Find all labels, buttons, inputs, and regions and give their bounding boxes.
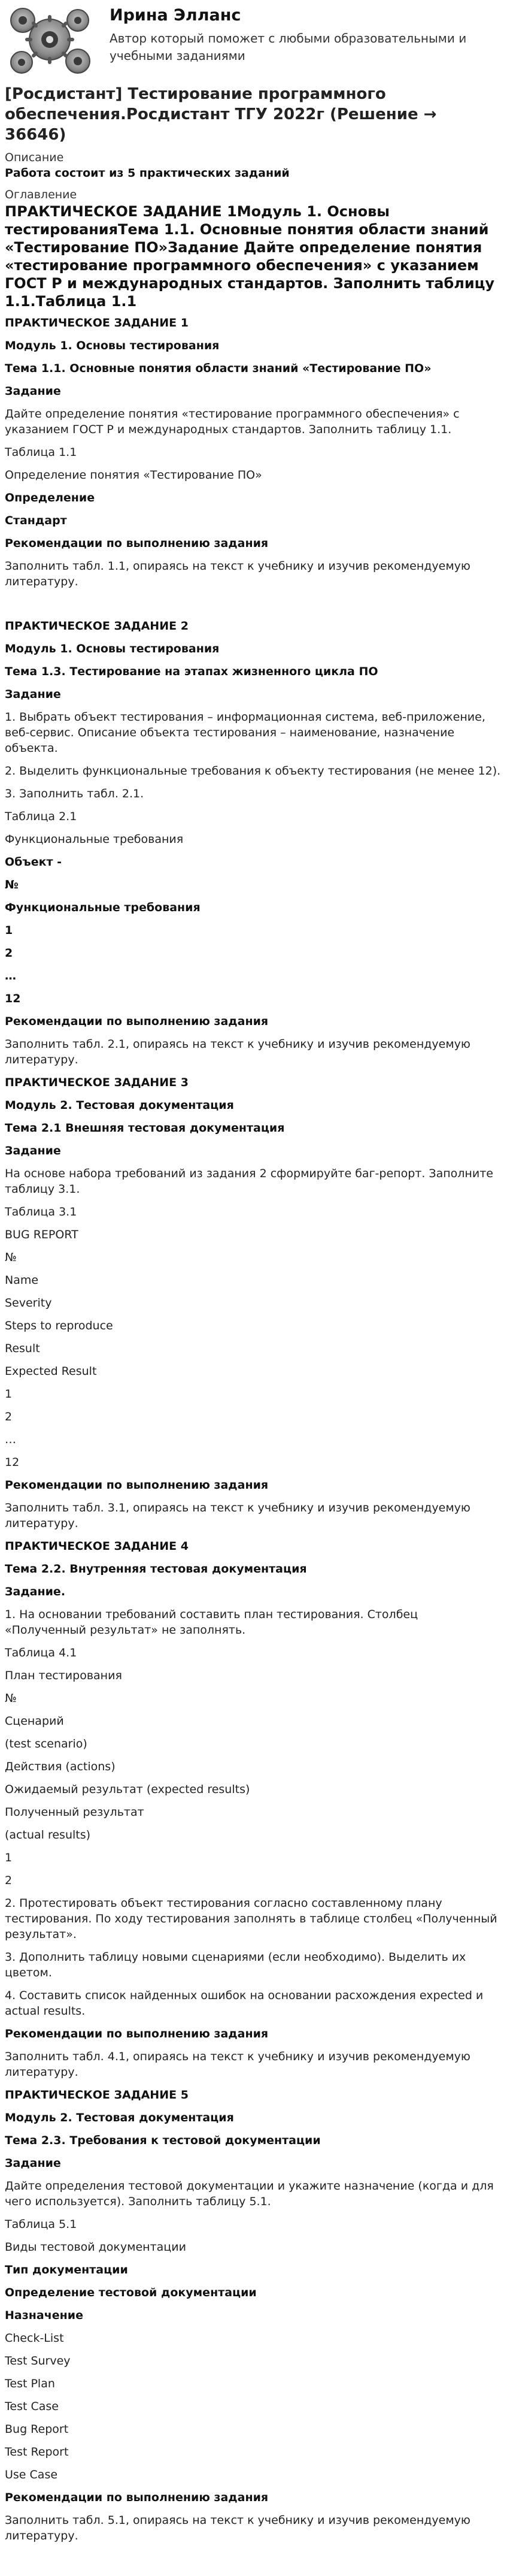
- body-paragraph: 2. Протестировать объект тестирования согласно составленному плану тестирования. По ходу тестирования заполнять в таблице столбец «Полученный результат».: [5, 1897, 497, 1941]
- body-paragraph: Test Report: [5, 2445, 69, 2459]
- body-paragraph: Ожидаемый результат (expected results): [5, 1783, 250, 1796]
- body-paragraph: Use Case: [5, 2468, 58, 2481]
- body-paragraph: Дайте определения тестовой документации и укажите назначение (когда и для чего используется). Заполнить таблицу 5.1.: [5, 2179, 494, 2208]
- author-name[interactable]: Ирина Элланс: [110, 6, 241, 25]
- body-paragraph: Steps to reproduce: [5, 1319, 113, 1332]
- body-heading: Задание: [5, 385, 61, 398]
- body-heading: Определение тестовой документации: [5, 2286, 257, 2299]
- body-heading: Стандарт: [5, 514, 67, 527]
- body-paragraph: 1. На основании требований составить план тестирования. Столбец «Полученный результат» не заполнять.: [5, 1608, 418, 1637]
- body-heading: ПРАКТИЧЕСКОЕ ЗАДАНИЕ 3: [5, 1076, 189, 1089]
- body-paragraph: (actual results): [5, 1828, 91, 1842]
- body-heading: №: [5, 878, 19, 891]
- body-paragraph: 3. Дополнить таблицу новыми сценариями (если необходимо). Выделить их цветом.: [5, 1951, 466, 1979]
- body-heading: Определение: [5, 491, 95, 504]
- body-paragraph: Expected Result: [5, 1365, 97, 1378]
- description-text: Работа состоит из 5 практических заданий: [5, 167, 290, 180]
- toc-label: Оглавление: [5, 188, 77, 201]
- body-heading: Задание: [5, 688, 61, 701]
- body-paragraph: Таблица 3.1: [5, 1205, 77, 1219]
- body-paragraph: 2. Выделить функциональные требования к объекту тестирования (не менее 12).: [5, 764, 501, 778]
- body-heading: Рекомендации по выполнению задания: [5, 1015, 269, 1028]
- body-paragraph: Заполнить табл. 1.1, опираясь на текст к учебнику и изучив рекомендуемую литературу.: [5, 560, 470, 588]
- body-heading: Назначение: [5, 2309, 83, 2322]
- task-body: [5, 315, 502, 2544]
- body-paragraph: 12: [5, 1456, 20, 1469]
- body-paragraph: Сценарий: [5, 1715, 64, 1728]
- body-heading: Тема 1.3. Тестирование на этапах жизненного цикла ПО: [5, 665, 378, 678]
- body-paragraph: 1. Выбрать объект тестирования – информационная система, веб-приложение, веб-сервис. Описание объекта тестирования – наименование, назначение объекта.: [5, 710, 485, 755]
- body-heading: 12: [5, 992, 21, 1005]
- body-heading: Задание.: [5, 1585, 66, 1598]
- body-heading: ПРАКТИЧЕСКОЕ ЗАДАНИЕ 2: [5, 619, 189, 633]
- toc-text: ПРАКТИЧЕСКОЕ ЗАДАНИЕ 1Модуль 1. Основы тестированияТема 1.1. Основные понятия области знаний «Тестирование ПО»Задание Дайте определение понятия «тестирование программного обеспечения» с указанием ГОСТ Р и международных стандартов. Заполнить таблицу 1.1.Таблица 1.1: [5, 203, 495, 310]
- body-heading: ПРАКТИЧЕСКОЕ ЗАДАНИЕ 4: [5, 1540, 189, 1553]
- body-paragraph: Test Case: [5, 2400, 59, 2413]
- body-paragraph: Заполнить табл. 3.1, опираясь на текст к учебнику и изучив рекомендуемую литературу.: [5, 1501, 470, 1530]
- body-paragraph: План тестирования: [5, 1669, 122, 1682]
- body-paragraph: №: [5, 1251, 17, 1264]
- body-paragraph: Функциональные требования: [5, 833, 184, 846]
- body-paragraph: 4. Составить список найденных ошибок на основании расхождения expected и actual results.: [5, 1989, 484, 2018]
- body-heading: Тема 2.2. Внутренняя тестовая документация: [5, 1562, 307, 1576]
- body-heading: 1: [5, 924, 13, 937]
- body-paragraph: Bug Report: [5, 2423, 69, 2436]
- body-paragraph: Таблица 5.1: [5, 2218, 77, 2231]
- body-paragraph: Заполнить табл. 2.1, опираясь на текст к учебнику и изучив рекомендуемую литературу.: [5, 1038, 470, 1066]
- body-paragraph: Определение понятия «Тестирование ПО»: [5, 468, 262, 482]
- body-paragraph: …: [5, 1433, 16, 1446]
- author-header: [5, 2, 502, 80]
- author-description: Автор который поможет с любыми образовательными и учебными заданиями: [110, 31, 467, 63]
- body-paragraph: Таблица 4.1: [5, 1646, 77, 1659]
- gears-avatar-icon[interactable]: [5, 2, 95, 80]
- body-paragraph: Дайте определение понятия «тестирование программного обеспечения» с указанием ГОСТ Р и международных стандартов. Заполнить таблицу 1.1.: [5, 407, 460, 436]
- body-heading: 2: [5, 947, 13, 960]
- body-paragraph: 2: [5, 1874, 13, 1887]
- body-heading: Рекомендации по выполнению задания: [5, 2027, 269, 2040]
- body-paragraph: Виды тестовой документации: [5, 2241, 186, 2254]
- body-paragraph: 1: [5, 1851, 13, 1864]
- body-paragraph: Заполнить табл. 5.1, опираясь на текст к учебнику и изучив рекомендуемую литературу.: [5, 2514, 470, 2542]
- body-heading: Объект -: [5, 855, 62, 869]
- body-paragraph: (test scenario): [5, 1737, 87, 1750]
- body-paragraph: Result: [5, 1342, 40, 1355]
- body-paragraph: Полученный результат: [5, 1806, 144, 1819]
- body-heading: Модуль 1. Основы тестирования: [5, 642, 220, 655]
- body-paragraph: 1: [5, 1387, 13, 1401]
- body-heading: Рекомендации по выполнению задания: [5, 1479, 269, 1492]
- body-heading: ПРАКТИЧЕСКОЕ ЗАДАНИЕ 1: [5, 316, 189, 329]
- body-heading: Тема 2.1 Внешняя тестовая документация: [5, 1121, 285, 1135]
- section-spacer: [5, 597, 502, 618]
- body-paragraph: 2: [5, 1410, 13, 1423]
- body-paragraph: Name: [5, 1274, 39, 1287]
- body-heading: ПРАКТИЧЕСКОЕ ЗАДАНИЕ 5: [5, 2088, 189, 2102]
- body-paragraph: Заполнить табл. 4.1, опираясь на текст к учебнику и изучив рекомендуемую литературу.: [5, 2050, 470, 2079]
- body-heading: Рекомендации по выполнению задания: [5, 2491, 269, 2504]
- body-heading: Модуль 1. Основы тестирования: [5, 339, 220, 352]
- body-paragraph: Test Plan: [5, 2377, 55, 2390]
- body-paragraph: BUG REPORT: [5, 1228, 78, 1241]
- body-heading: Задание: [5, 2157, 61, 2170]
- body-paragraph: Test Survey: [5, 2354, 71, 2368]
- body-heading: Задание: [5, 1144, 61, 1157]
- main-content: [5, 84, 502, 2551]
- body-heading: Функциональные требования: [5, 901, 201, 914]
- body-paragraph: Таблица 2.1: [5, 810, 77, 823]
- body-paragraph: На основе набора требований из задания 2 сформируйте баг-репорт. Заполните таблицу 3.1.: [5, 1167, 493, 1196]
- body-heading: Модуль 2. Тестовая документация: [5, 1099, 234, 1112]
- page-title: [Росдистант] Тестирование программного обеспечения.Росдистант ТГУ 2022г (Решение → 36646): [5, 85, 437, 144]
- body-heading: Тема 1.1. Основные понятия области знаний «Тестирование ПО»: [5, 362, 432, 375]
- body-paragraph: Действия (actions): [5, 1760, 116, 1773]
- body-paragraph: Check-List: [5, 2332, 64, 2345]
- body-heading: Модуль 2. Тестовая документация: [5, 2111, 234, 2124]
- body-paragraph: 3. Заполнить табл. 2.1.: [5, 787, 144, 800]
- body-paragraph: №: [5, 1692, 17, 1705]
- body-heading: Рекомендации по выполнению задания: [5, 537, 269, 550]
- body-heading: Тип документации: [5, 2263, 128, 2276]
- body-paragraph: Severity: [5, 1296, 52, 1310]
- body-heading: …: [5, 969, 16, 982]
- body-paragraph: Таблица 1.1: [5, 446, 77, 459]
- description-label: Описание: [5, 151, 64, 164]
- body-heading: Тема 2.3. Требования к тестовой документации: [5, 2134, 321, 2147]
